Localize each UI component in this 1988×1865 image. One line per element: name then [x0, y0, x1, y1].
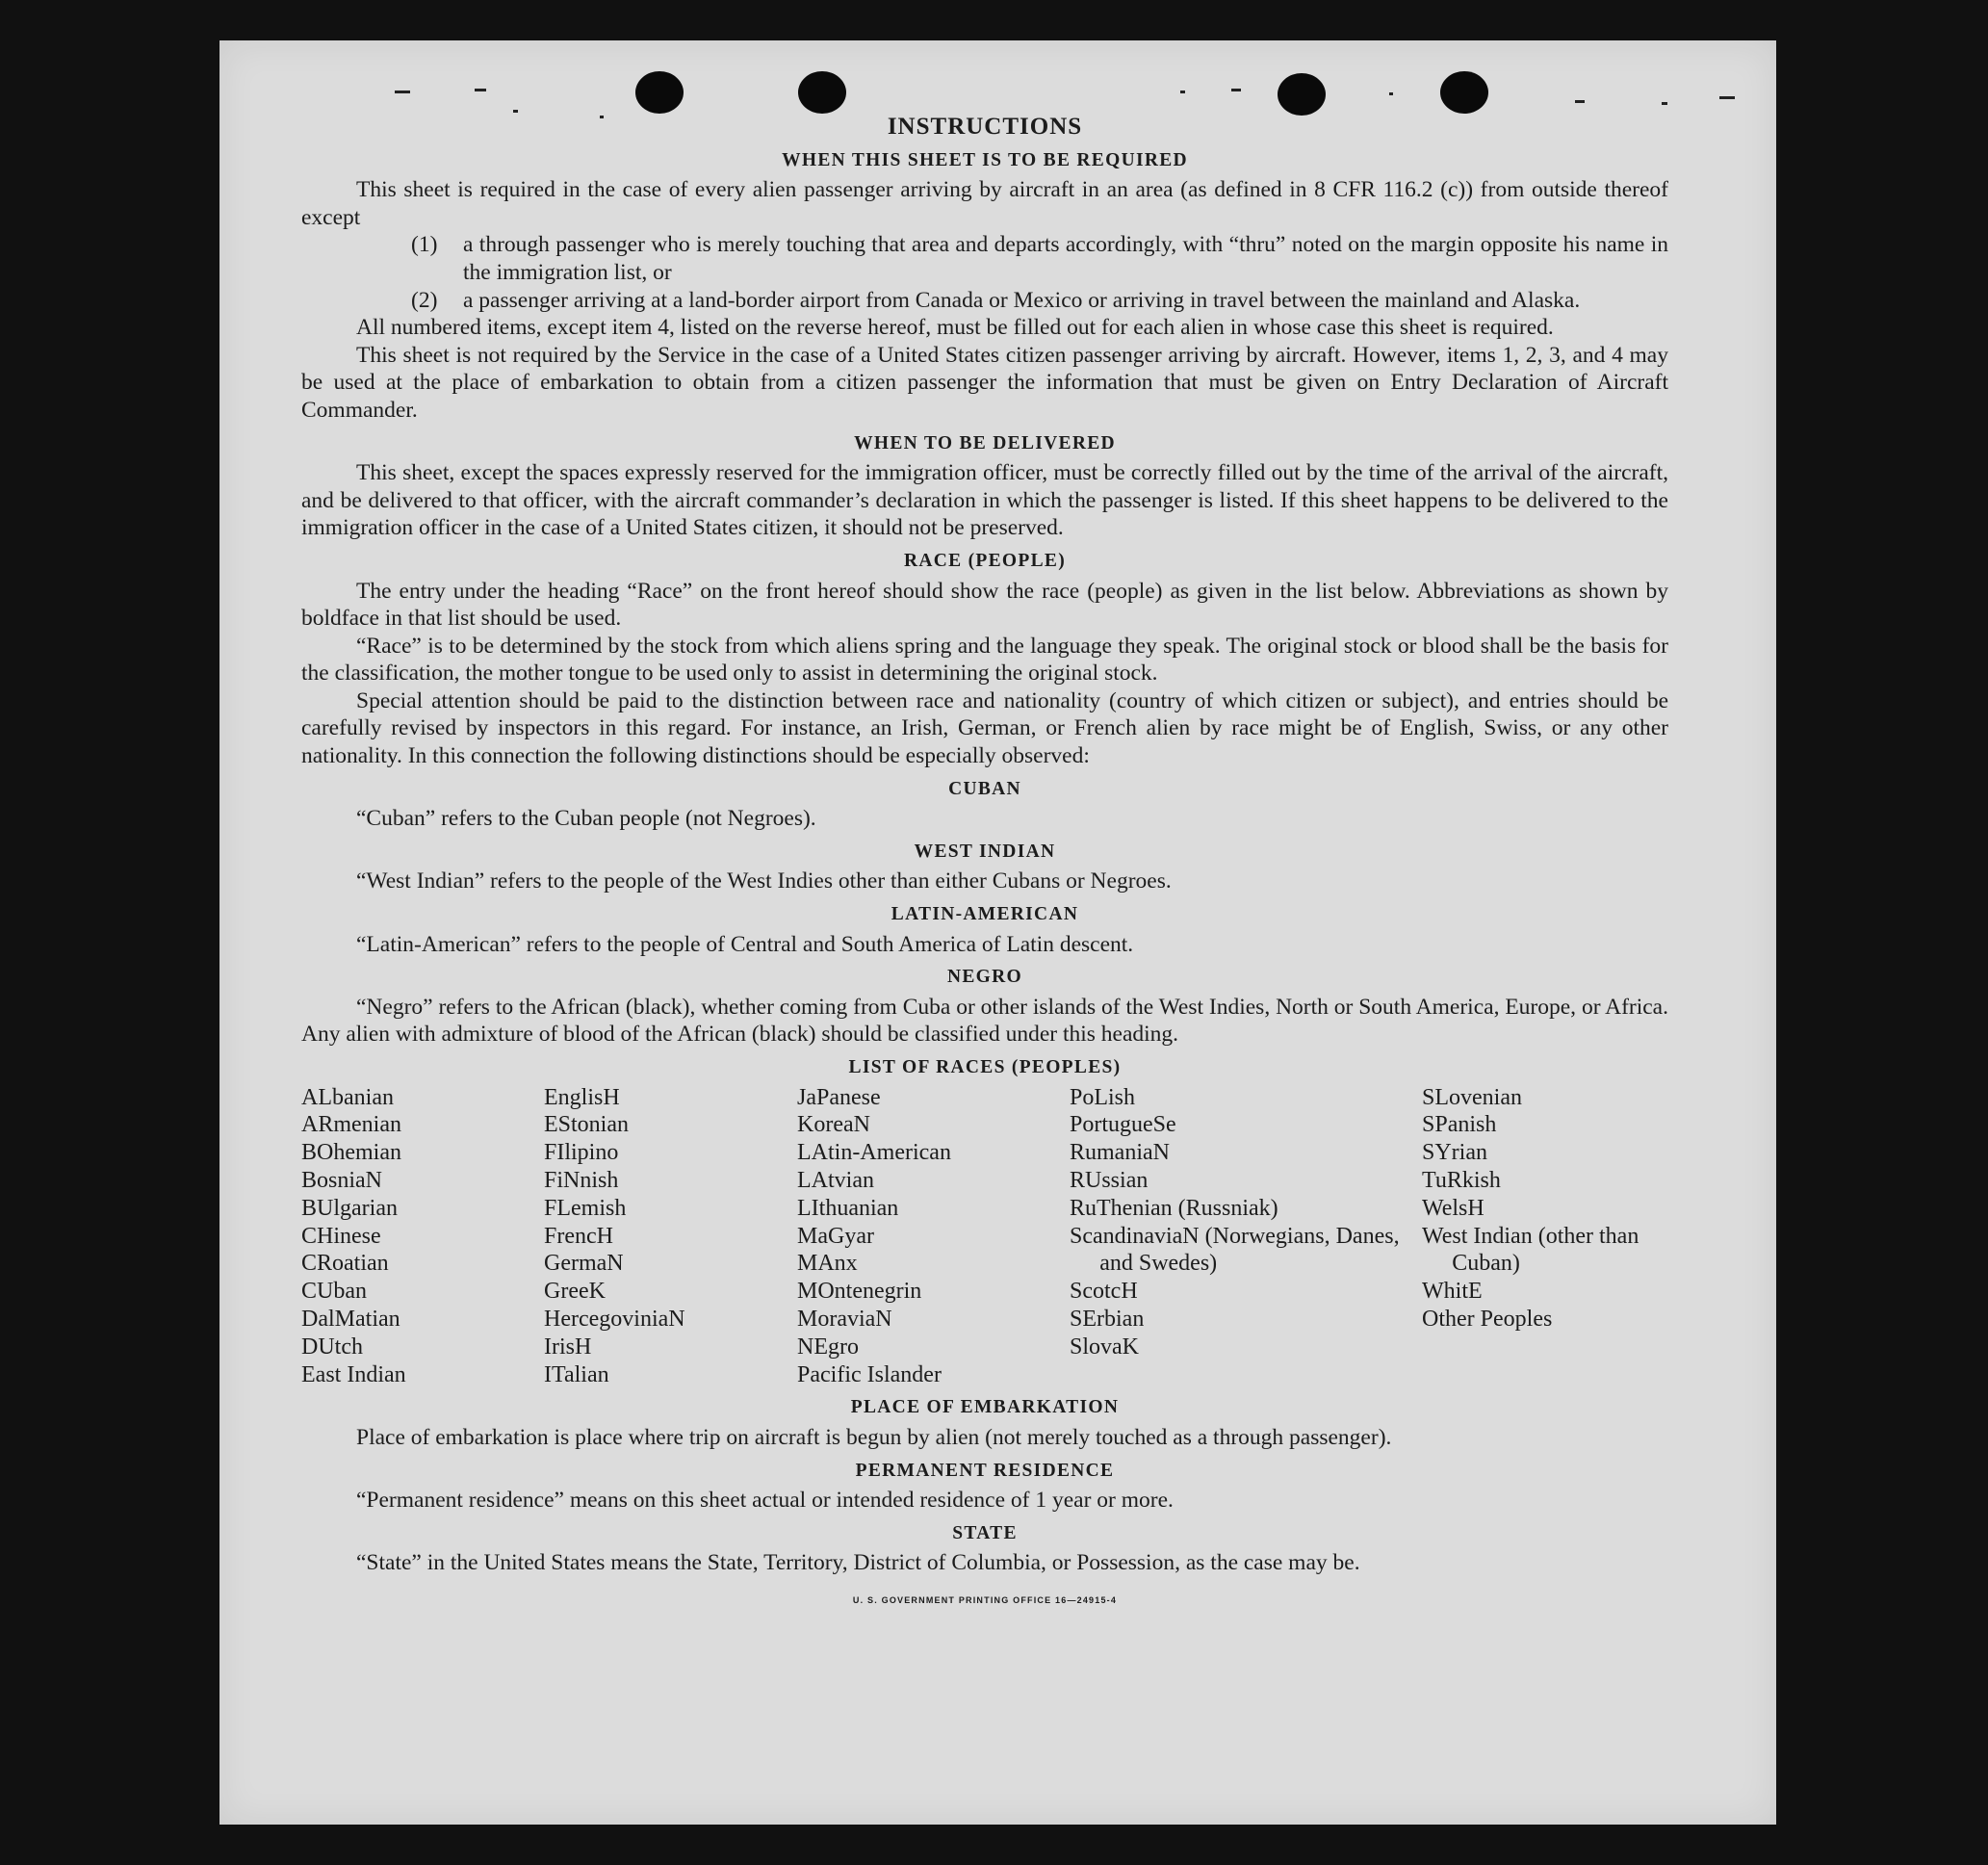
paragraph: The entry under the heading “Race” on the front hereof should show the race (people) as given in the list below. Abbreviations as shown by boldface in that list should be used.: [301, 578, 1668, 632]
item-text: a passenger arriving at a land-border airport from Canada or Mexico or arriving in travel between the mainland and Alaska.: [463, 287, 1581, 313]
section-heading-cuban: CUBAN: [948, 778, 1021, 799]
race-item: IrisH: [544, 1334, 592, 1360]
punch-hole: [798, 71, 846, 114]
section-heading-negro: NEGRO: [946, 967, 1022, 988]
section-heading-state: STATE: [952, 1522, 1018, 1543]
paragraph: Place of embarkation is place where trip on aircraft is begun by alien (not merely touched as a through passenger).: [356, 1424, 1392, 1450]
race-item: SErbian: [1070, 1306, 1145, 1332]
paragraph: Special attention should be paid to the distinction between race and nationality (country of which citizen or subject), and entries should be carefully revised by inspectors in this regard. For instance, an Irish, German, or French alien by race might be of English, Swiss, or any other nationality. In this connection the following distinctions should be especially observed:: [301, 687, 1668, 769]
race-item: TuRkish: [1422, 1167, 1501, 1193]
race-column: [301, 1084, 544, 1389]
race-item: PoLish: [1070, 1084, 1136, 1110]
race-item: SYrian: [1422, 1140, 1487, 1166]
section-heading-required: WHEN THIS SHEET IS TO BE REQUIRED: [782, 149, 1188, 170]
race-item: NEgro: [797, 1334, 859, 1360]
race-item: MoraviaN: [797, 1306, 892, 1332]
paragraph: “State” in the United States means the State, Territory, District of Columbia, or Possession, as the case may be.: [356, 1550, 1360, 1576]
exception-item: [411, 231, 1668, 286]
paragraph: “Latin-American” refers to the people of Central and South America of Latin descent.: [356, 931, 1134, 957]
race-item: FrencH: [544, 1223, 613, 1249]
race-item: GreeK: [544, 1279, 606, 1305]
race-item: SLovenian: [1422, 1084, 1522, 1110]
race-item: CRoatian: [301, 1251, 389, 1277]
race-item: RuThenian (Russniak): [1070, 1195, 1278, 1221]
paragraph: This sheet is required in the case of every alien passenger arriving by aircraft in an area (as defined in 8 CFR 116.2 (c)) from outside thereof except: [301, 177, 1668, 230]
printer-imprint: U. S. GOVERNMENT PRINTING OFFICE 16—24915-4: [852, 1594, 1118, 1605]
paragraph: “West Indian” refers to the people of the West Indies other than either Cubans or Negroes.: [356, 868, 1172, 894]
section-heading-delivered: WHEN TO BE DELIVERED: [854, 432, 1116, 453]
instructions-content: [301, 114, 1668, 1615]
race-item: EnglisH: [544, 1084, 620, 1110]
paragraph: “Permanent residence” means on this sheet actual or intended residence of 1 year or more.: [356, 1488, 1174, 1514]
race-item: WelsH: [1422, 1195, 1485, 1221]
section-heading-residence: PERMANENT RESIDENCE: [855, 1460, 1115, 1481]
race-item: CUban: [301, 1279, 367, 1305]
section-heading-embarkation: PLACE OF EMBARKATION: [850, 1397, 1120, 1418]
section-heading-west-indian: WEST INDIAN: [914, 841, 1056, 862]
race-item: East Indian: [301, 1361, 406, 1387]
item-text: a through passenger who is merely touching that area and departs accordingly, with “thru” noted on the margin opposite his name in the immigration list, or: [463, 232, 1668, 285]
item-number: (1): [411, 232, 438, 258]
section-heading-list: LIST OF RACES (PEOPLES): [848, 1057, 1122, 1077]
race-item: KoreaN: [797, 1112, 870, 1138]
race-item: Pacific Islander: [797, 1361, 942, 1387]
race-column: [544, 1084, 797, 1389]
race-item: Other Peoples: [1422, 1306, 1553, 1332]
race-column: [1422, 1084, 1668, 1389]
paragraph: All numbered items, except item 4, listed on the reverse hereof, must be filled out for each alien in whose case this sheet is required.: [356, 315, 1554, 341]
race-item: ScotcH: [1070, 1279, 1138, 1305]
punch-hole: [1440, 71, 1488, 114]
exception-item: [411, 287, 1668, 315]
race-item: LAtin-American: [797, 1140, 951, 1166]
race-item: BOhemian: [301, 1140, 401, 1166]
race-list: [301, 1084, 1668, 1389]
race-item: SPanish: [1422, 1112, 1497, 1138]
race-item: CHinese: [301, 1223, 381, 1249]
race-item: PortugueSe: [1070, 1112, 1176, 1138]
race-item: BUlgarian: [301, 1195, 398, 1221]
race-item: MOntenegrin: [797, 1279, 922, 1305]
race-item: EStonian: [544, 1112, 629, 1138]
race-item: FLemish: [544, 1195, 627, 1221]
race-item: DalMatian: [301, 1306, 400, 1332]
page-title: INSTRUCTIONS: [887, 114, 1083, 140]
race-column: [797, 1084, 1070, 1389]
item-number: (2): [411, 287, 438, 313]
punch-hole: [635, 71, 684, 114]
race-item: MAnx: [797, 1251, 858, 1277]
race-item: ScandinaviaN (Norwegians, Danes, and Swedes): [1070, 1223, 1400, 1277]
race-item: BosniaN: [301, 1167, 382, 1193]
race-item: RumaniaN: [1070, 1140, 1170, 1166]
race-item: ALbanian: [301, 1084, 394, 1110]
paragraph: “Cuban” refers to the Cuban people (not Negroes).: [356, 806, 816, 832]
race-item: DUtch: [301, 1334, 363, 1360]
race-item: LAtvian: [797, 1167, 874, 1193]
paragraph: This sheet is not required by the Service in the case of a United States citizen passenger arriving by aircraft. However, items 1, 2, 3, and 4 may be used at the place of embarkation to obtain from a citizen passenger the information that must be given on Entry Declaration of Aircraft Commander.: [301, 342, 1668, 423]
race-item: FiNnish: [544, 1167, 619, 1193]
race-item: RUssian: [1070, 1167, 1149, 1193]
race-item: GermaN: [544, 1251, 624, 1277]
race-item: ITalian: [544, 1361, 609, 1387]
race-item: FIlipino: [544, 1140, 619, 1166]
race-item: SlovaK: [1070, 1334, 1139, 1360]
paragraph: This sheet, except the spaces expressly reserved for the immigration officer, must be correctly filled out by the time of the arrival of the aircraft, and be delivered to that officer, with the aircraft commander’s declaration in which the passenger is listed. If this sheet happens to be delivered to the immigration officer in the case of a United States citizen, it should not be preserved.: [301, 460, 1668, 541]
race-item: JaPanese: [797, 1084, 881, 1110]
paragraph: “Negro” refers to the African (black), whether coming from Cuba or other islands of the West Indies, North or South America, Europe, or Africa. Any alien with admixture of blood of the African (black) should be classified under this heading.: [301, 994, 1668, 1048]
race-item: HercegoviniaN: [544, 1306, 685, 1332]
race-item: West Indian (other than Cuban): [1422, 1223, 1639, 1277]
race-item: ARmenian: [301, 1112, 401, 1138]
section-heading-race: RACE (PEOPLE): [903, 550, 1067, 571]
punch-hole: [1278, 73, 1326, 116]
race-item: LIthuanian: [797, 1195, 899, 1221]
race-item: WhitE: [1422, 1279, 1483, 1305]
race-item: MaGyar: [797, 1223, 874, 1249]
section-heading-latin-american: LATIN-AMERICAN: [891, 904, 1079, 925]
race-column: [1070, 1084, 1422, 1389]
paragraph: “Race” is to be determined by the stock from which aliens spring and the language they speak. The original stock or blood shall be the basis for the classification, the mother tongue to be used only to assist in determining the original stock.: [301, 633, 1668, 686]
